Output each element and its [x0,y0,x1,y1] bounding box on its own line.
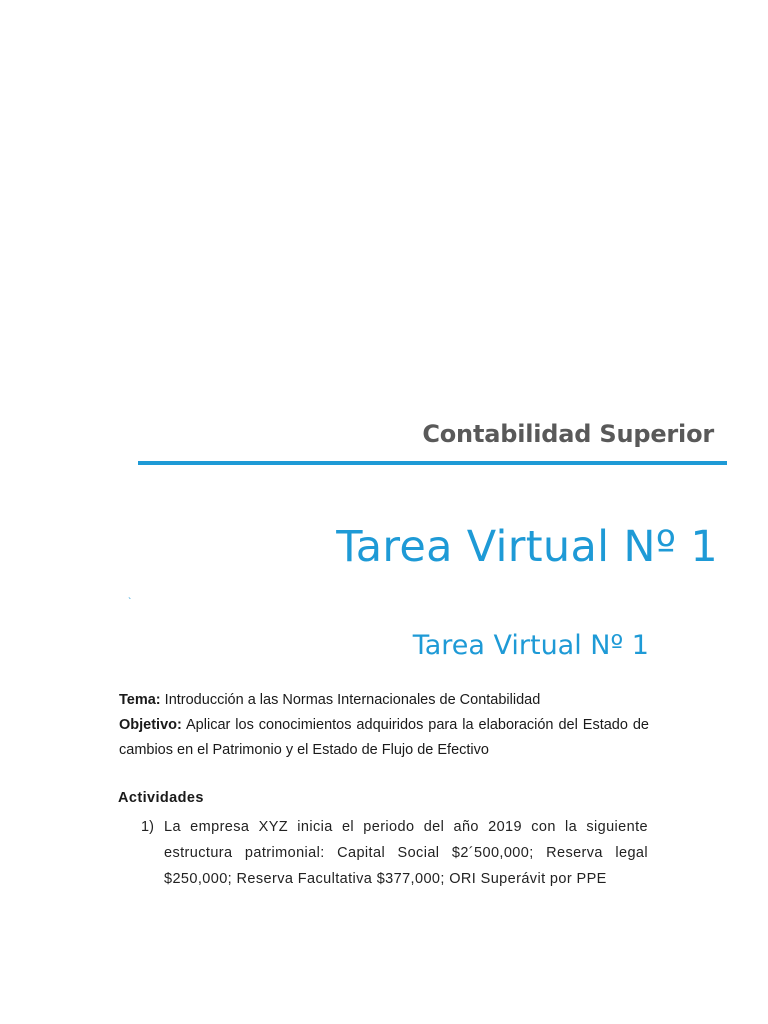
objetivo-line [119,713,649,763]
tema-value: Introducción a las Normas Internacionales de Contabilidad [164,692,541,708]
activity-list [141,814,648,892]
activity-item [141,814,648,892]
activity-text: La empresa XYZ inicia el periodo del año 2019 con la siguiente estructura patrimonial: Capital Social $2´500,000; Reserva legal $250,000; Reserva Facultativa $377,000; ORI Superávit por PPE [164,819,648,887]
main-title: Tarea Virtual Nº 1 [336,522,718,572]
subject-divider [138,461,727,465]
objetivo-label: Objetivo: [119,717,182,733]
section-title: Tarea Virtual Nº 1 [412,630,649,661]
objetivo-value: Aplicar los conocimientos adquiridos para la elaboración del Estado de cambios en el Patrimonio y el Estado de Flujo de Efectivo [119,717,650,758]
stray-mark: ` [128,597,132,608]
assignment-meta [119,688,649,763]
activities-heading: Actividades [118,790,204,806]
tema-label: Tema: [119,692,161,708]
activity-number: 1) [141,819,154,835]
tema-line [119,688,649,713]
subject-title: Contabilidad Superior [422,420,714,448]
